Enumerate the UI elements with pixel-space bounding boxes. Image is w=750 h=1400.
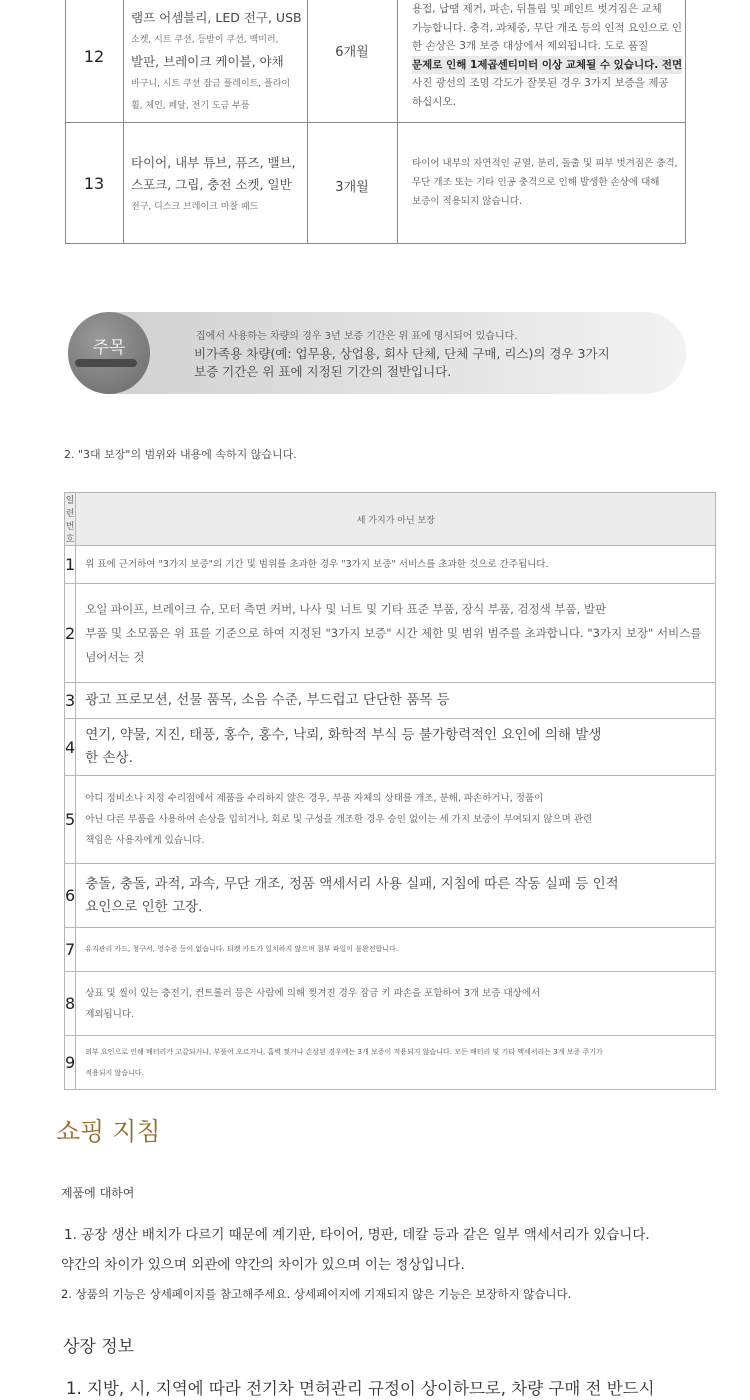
table-row [65,776,716,864]
table-row [65,584,716,683]
description-line: 문제로 인해 1제곱센티미터 이상 교체될 수 있습니다. 전면 [412,56,682,75]
page-title: 쇼핑 지침 [56,1117,161,1146]
table-row [65,864,716,928]
section-heading: 제품에 대하여 [61,1186,135,1200]
parts-line: 휠, 체인, 페달, 전기 도금 부품 [131,101,250,111]
table-row [65,683,716,719]
warranty-description [412,0,682,111]
section-title: 2. "3대 보장"의 범위와 내용에 속하지 않습니다. [64,448,297,461]
description-line: 사진 광선의 조명 각도가 잘못된 경우 3가지 보증을 제공 [412,77,669,89]
exclusion-line: 아디 정비소나 지정 수리점에서 제품을 수리하지 않은 경우, 부품 자체의 상태를 개조, 분해, 파손하거나, 정품이 [85,793,544,804]
notice-line: 집에서 사용하는 차량의 경우 3년 보증 기간은 위 표에 명시되어 있습니다. [196,331,518,342]
parts-line: 타이어, 내부 튜브, 퓨즈, 밸브, [131,155,296,170]
notice-badge-bar [75,359,137,367]
exclusion-line: 충돌, 충돌, 과적, 과속, 무단 개조, 정품 액세서리 사용 실패, 지침에 따른 작동 실패 등 인적 [85,875,619,892]
exclusion-line: 광고 프로모션, 선물 품목, 소음 수준, 부드럽고 단단한 품목 등 [85,692,450,708]
row-number: 6 [65,864,76,928]
warranty-period: 6개월 [335,45,369,60]
paragraph: 약간의 차이가 있으며 외관에 약간의 차이가 있으며 이는 정상입니다. [61,1257,465,1273]
exclusion-line: 제외됩니다. [85,1008,135,1020]
row-number: 13 [83,174,105,193]
warranty-period: 3개월 [335,180,369,195]
exclusion-text [76,683,716,719]
parts-line: 램프 어셈블리, LED 전구, USB [131,10,302,25]
table-row [65,1036,716,1090]
section-heading: 상장 정보 [63,1337,135,1357]
exclusion-line: 적용되지 않습니다. [85,1068,144,1077]
row-number: 7 [65,928,76,972]
exclusion-line: 한 손상. [85,750,133,766]
column-header: 일련번호 [65,493,76,546]
exclusion-text [76,972,716,1036]
parts-line: 바구니, 시트 쿠션 잠금 플레이트, 플라이 [131,79,291,89]
exclusion-text [76,584,716,683]
paragraph: 1. 지방, 시, 지역에 따라 전기차 면허관리 규정이 상이하므로, 차량 구매 전 반드시 [66,1379,655,1398]
row-number: 3 [65,683,76,719]
table-row [65,546,716,584]
column-header: 세 가지가 아닌 보장 [76,493,716,546]
parts-list [131,152,303,218]
table-row [65,928,716,972]
exclusion-text [76,864,716,928]
row-number: 2 [65,584,76,683]
exclusion-text [76,776,716,864]
row-number: 5 [65,776,76,864]
row-number: 9 [65,1036,76,1090]
exclusion-line: 위 표에 근거하여 "3가지 보증"의 기간 및 범위를 초과한 경우 "3가지 보증" 서비스를 초과한 것으로 간주됩니다. [85,559,549,570]
exclusion-text [76,928,716,972]
description-line: 용접, 납땜 제거, 파손, 뒤틀림 및 페인트 벗겨짐은 교체 [412,3,662,15]
parts-line: 스포크, 그립, 충전 소켓, 일반 [131,177,292,192]
parts-line: 발판, 브레이크 케이블, 야채 [131,54,284,69]
table-row [65,972,716,1036]
description-line: 하십시오. [412,95,456,108]
parts-line: 소켓, 시트 쿠션, 등받이 쿠션, 백미러, [131,35,279,45]
exclusion-line: 넘어서는 것 [85,650,145,664]
exclusion-line: 요인으로 인한 고장. [85,898,203,915]
exclusion-line: 외부 요인으로 인해 배터리가 고갈되거나, 부풀어 오르거나, 흡벽 찢거나 손상된 경우에는 3개 보증이 적용되지 않습니다. 모든 배터리 및 기타 액세서리는 3개 보증 주기가 [85,1047,603,1056]
exclusion-text [76,546,716,584]
exclusion-line: 연기, 약물, 지진, 태풍, 홍수, 홍수, 낙뢰, 화학적 부식 등 불가항력적인 요인에 의해 발생 [85,727,602,743]
warranty-description [412,154,682,211]
row-number: 12 [83,47,105,66]
row-number: 1 [65,546,76,584]
row-number: 8 [65,972,76,1036]
exclusion-line: 오일 파이프, 브레이크 슈, 모터 측면 커버, 나사 및 너트 및 기타 표준 부품, 장식 부품, 검정색 부품, 발판 [85,602,607,616]
parts-line: 전구, 디스크 브레이크 마찰 패드 [131,202,259,212]
exclusion-line: 상표 및 씰이 있는 충전기, 컨트롤러 등은 사람에 의해 찢겨진 경우 잠금 키 파손을 포함하여 3개 보증 대상에서 [85,987,541,999]
table-row-divider [65,122,686,123]
row-number: 4 [65,719,76,776]
notice-badge-label: 주목 [92,338,126,358]
exclusion-text [76,719,716,776]
exclusion-line: 부품 및 소모품은 위 표를 기준으로 하여 지정된 "3가지 보증" 시간 제한 및 범위 범주를 초과합니다. "3가지 보장" 서비스를 [85,626,702,640]
notice-line: 보증 기간은 위 표에 지정된 기간의 절반입니다. [194,364,452,379]
parts-list [131,7,303,117]
exclusion-line: 책임은 사용자에게 있습니다. [85,835,205,846]
exclusion-line: 아닌 다른 부품을 사용하여 손상을 입히거나, 회로 및 구성을 개조한 경우 승인 없이는 세 가지 보증이 부여되지 않으며 관련 [85,814,593,825]
description-line: 보증이 적용되지 않습니다. [412,196,523,207]
description-line: 가능합니다. 충격, 과체중, 무단 개조 등의 인적 요인으로 인 [412,21,683,34]
exclusion-line: 유지관리 카드, 청구서, 영수증 등이 없습니다. 티켓 카드가 일치하지 않으며 첨부 파일이 불완전합니다. [85,945,399,953]
notice-line: 비가족용 차량(예: 업무용, 상업용, 회사 단체, 단체 구매, 리스)의 경우 3가지 [194,346,610,361]
paragraph: 1. 공장 생산 배치가 다르기 때문에 계기판, 타이어, 명판, 데칼 등과 같은 일부 액세서리가 있습니다. [64,1227,650,1243]
table-row [65,719,716,776]
description-line: 타이어 내부의 자연적인 균열, 분리, 돌출 및 피부 벗겨짐은 충격, [412,158,678,169]
exclusions-table [64,492,716,1090]
exclusion-text [76,1036,716,1090]
description-line: 무단 개조 또는 기타 인공 충격으로 인해 발생한 손상에 대해 [412,177,660,188]
paragraph: 2. 상품의 기능은 상세페이지를 참고해주세요. 상세페이지에 기재되지 않은 기능은 보장하지 않습니다. [61,1287,572,1301]
description-line: 한 손상은 3개 보증 대상에서 제외됩니다. 도로 품질 [412,40,649,52]
